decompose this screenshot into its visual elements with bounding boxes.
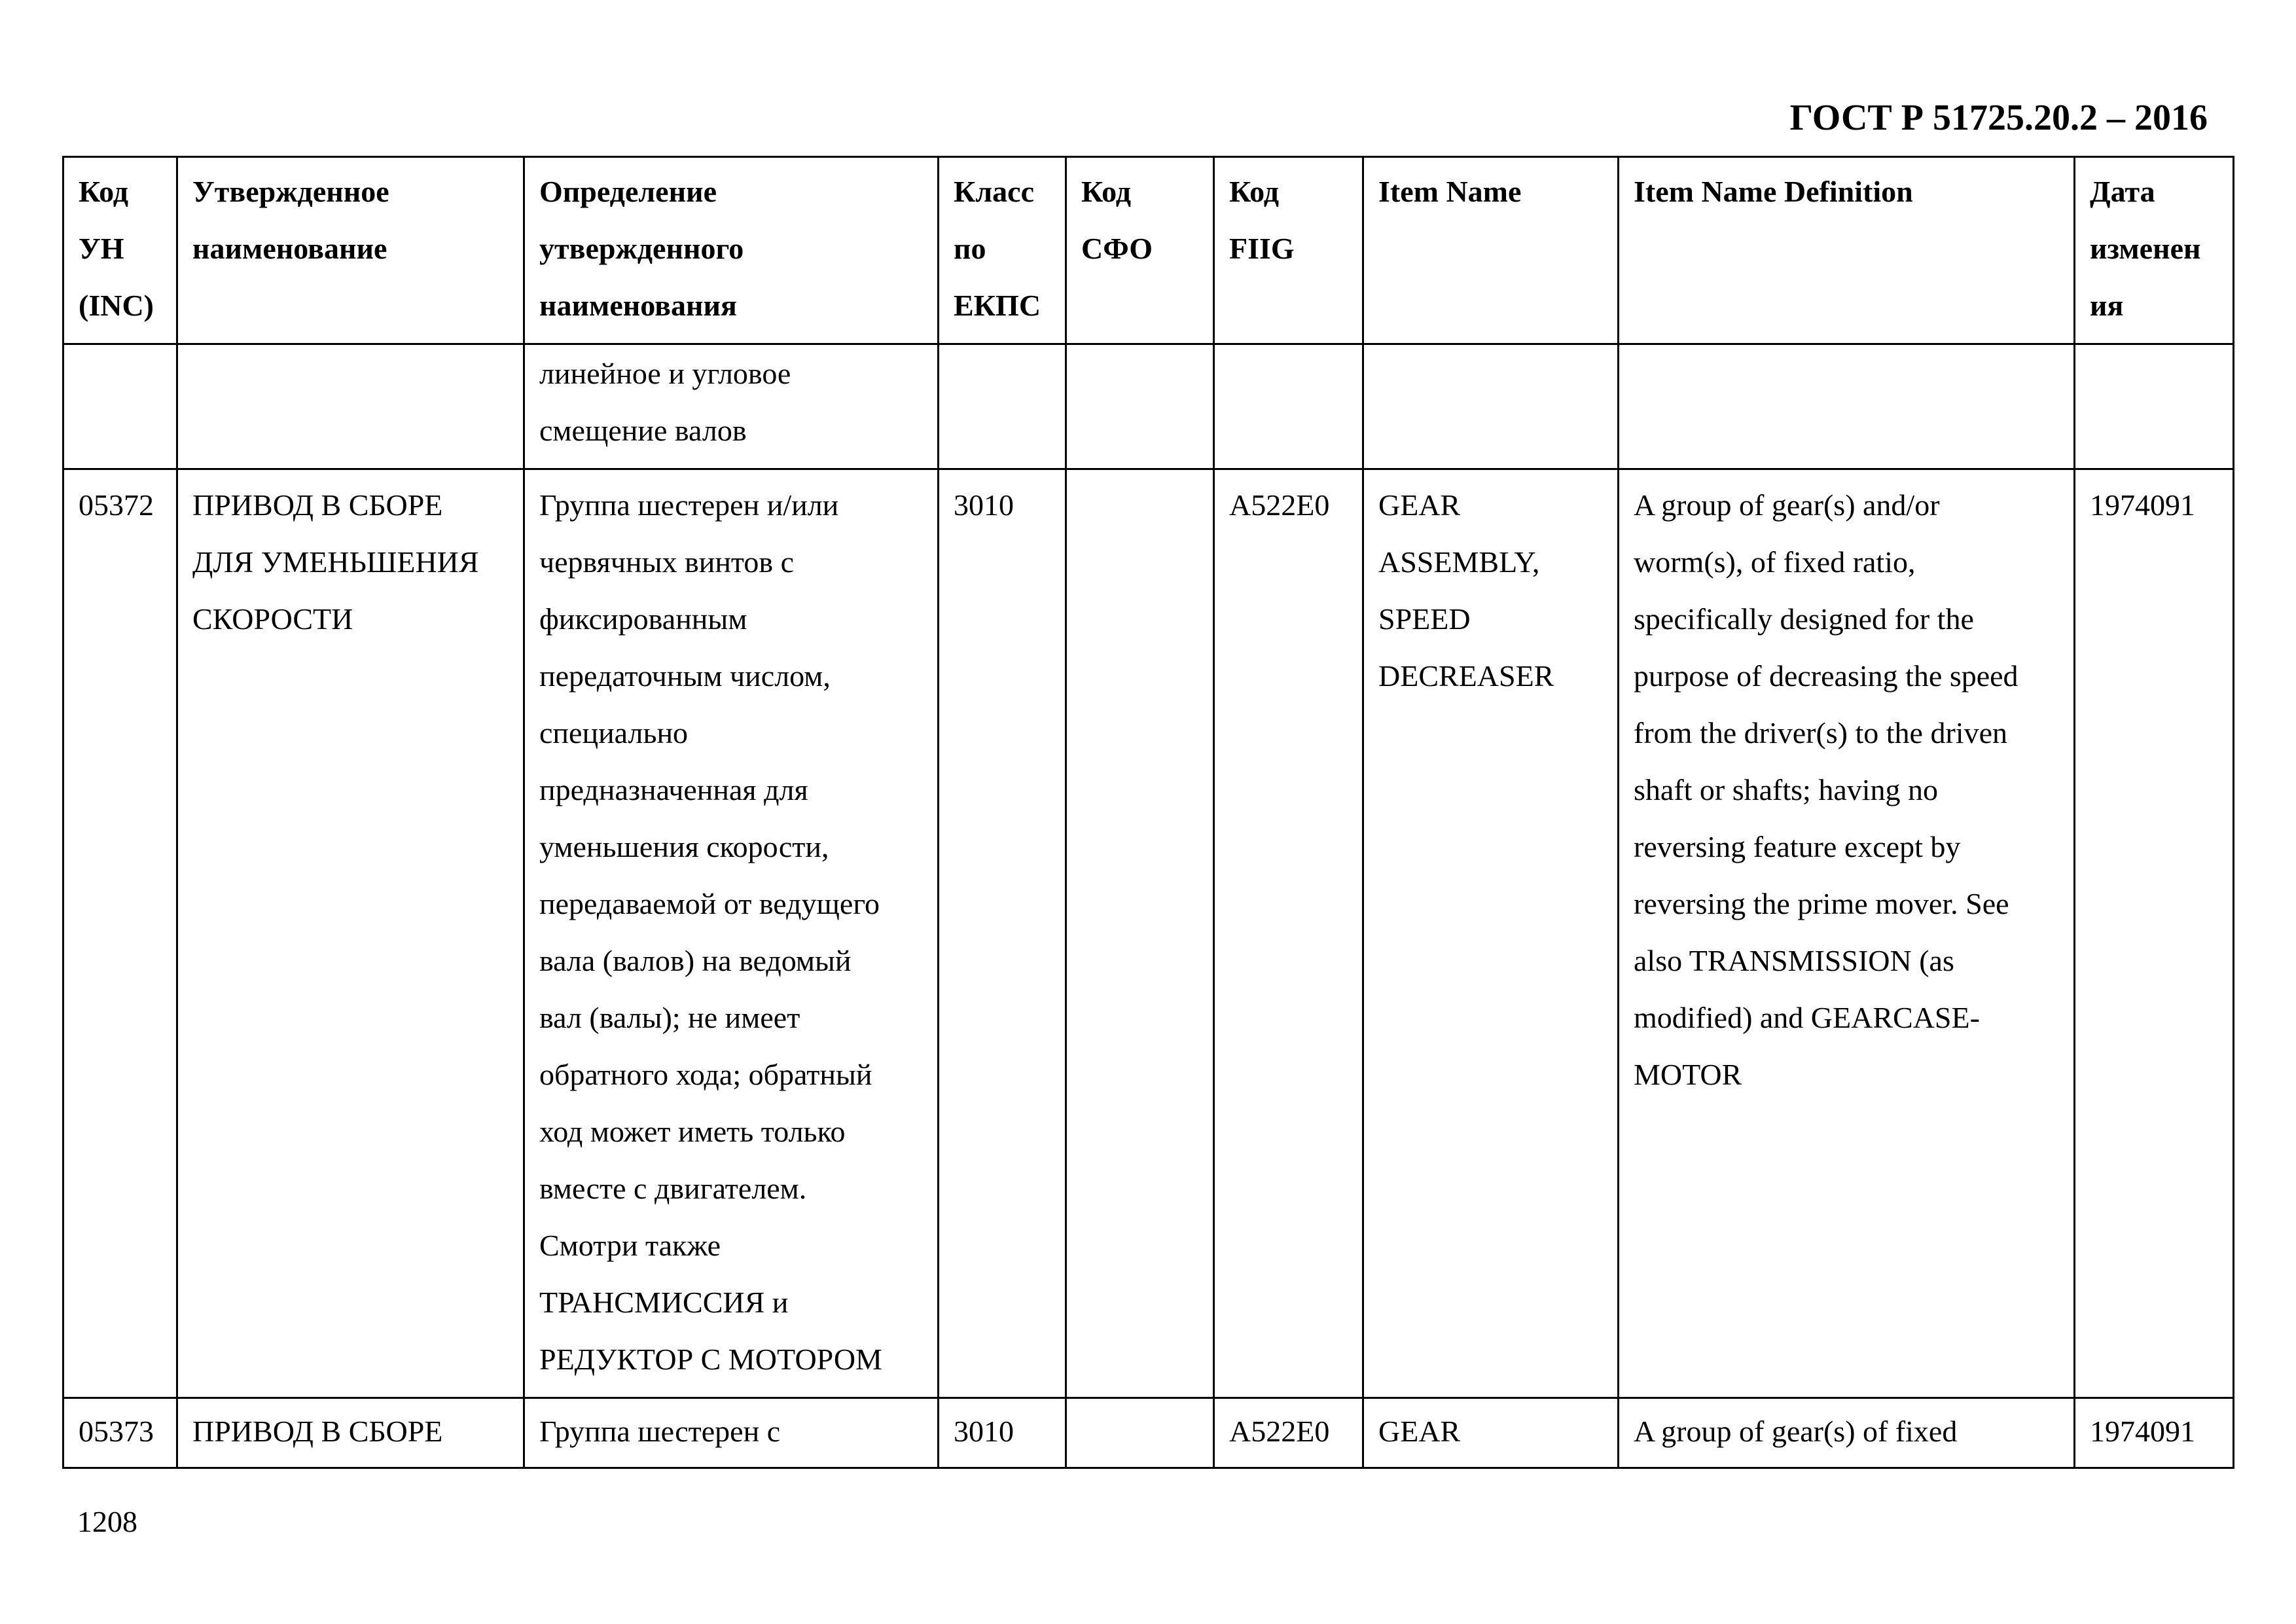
table-header-row [63, 157, 2234, 344]
col-header-item-definition: Item Name Definition [1619, 157, 2075, 344]
col-header-sfo: Код СФО [1066, 157, 1214, 344]
cell-fiig [1214, 344, 1363, 469]
page-number: 1208 [77, 1505, 137, 1538]
cell-item-definition: A group of gear(s) and/or worm(s), of fixed ratio, specifically designed for the purpose of decreasing the speed from the driver(s) to the driven shaft or shafts; having no reversing feature except by reversing the prime mover. See also TRANSMISSION (as modified) and GEARCASE- MOTOR [1619, 469, 2075, 1398]
col-header-date: Дата изменен ия [2075, 157, 2234, 344]
cell-class: 3010 [939, 469, 1066, 1398]
col-header-name-ru: Утвержденное наименование [177, 157, 524, 344]
col-header-fiig: Код FIIG [1214, 157, 1363, 344]
cell-definition-ru: Группа шестерен с [524, 1398, 939, 1468]
cell-fiig: A522E0 [1214, 469, 1363, 1398]
col-header-item-name: Item Name [1363, 157, 1619, 344]
catalog-table [62, 156, 2234, 1469]
cell-date: 1974091 [2075, 1398, 2234, 1468]
table-row [63, 469, 2234, 1398]
cell-sfo [1066, 1398, 1214, 1468]
cell-inc: 05373 [63, 1398, 177, 1468]
table-row [63, 1398, 2234, 1468]
cell-definition-ru: Группа шестерен и/или червячных винтов с фиксированным передаточным числом, специально предназначенная для уменьшения скорости, передаваемой от ведущего вала (валов) на ведомый вал (валы); не имеет обратного хода; обратный ход может иметь только вместе с двигателем. Смотри также ТРАНСМИССИЯ и РЕДУКТОР С МОТОРОМ [524, 469, 939, 1398]
cell-item-definition [1619, 344, 2075, 469]
cell-item-name [1363, 344, 1619, 469]
cell-item-name: GEAR [1363, 1398, 1619, 1468]
cell-date [2075, 344, 2234, 469]
cell-inc: 05372 [63, 469, 177, 1398]
cell-date: 1974091 [2075, 469, 2234, 1398]
col-header-definition-ru: Определение утвержденного наименования [524, 157, 939, 344]
col-header-inc: Код УН (INC) [63, 157, 177, 344]
cell-name-ru: ПРИВОД В СБОРЕ ДЛЯ УМЕНЬШЕНИЯ СКОРОСТИ [177, 469, 524, 1398]
cell-name-ru [177, 344, 524, 469]
cell-fiig: A522E0 [1214, 1398, 1363, 1468]
cell-definition-ru: линейное и угловое смещение валов [524, 344, 939, 469]
cell-class: 3010 [939, 1398, 1066, 1468]
cell-name-ru: ПРИВОД В СБОРЕ [177, 1398, 524, 1468]
cell-sfo [1066, 469, 1214, 1398]
document-header: ГОСТ Р 51725.20.2 – 2016 [1789, 98, 2208, 138]
cell-sfo [1066, 344, 1214, 469]
col-header-class: Класс по ЕКПС [939, 157, 1066, 344]
table-row [63, 344, 2234, 469]
cell-item-definition: A group of gear(s) of fixed [1619, 1398, 2075, 1468]
cell-inc [63, 344, 177, 469]
cell-item-name: GEAR ASSEMBLY, SPEED DECREASER [1363, 469, 1619, 1398]
cell-class [939, 344, 1066, 469]
